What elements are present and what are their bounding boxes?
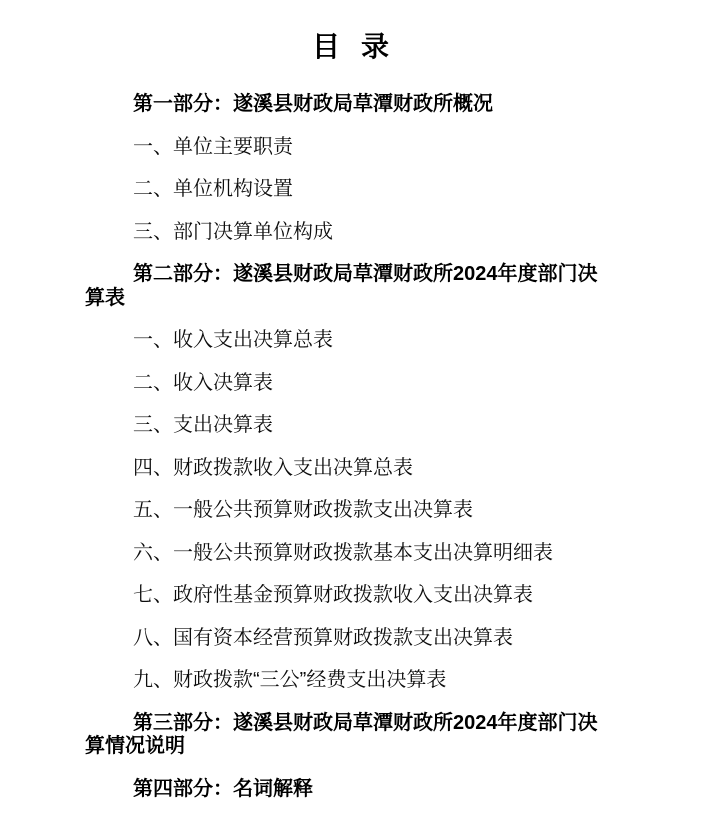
toc-content — [85, 93, 616, 801]
toc-item-part2-1: 一、收入支出决算总表 — [133, 329, 333, 351]
toc-item-part2-3: 三、支出决算表 — [133, 414, 273, 436]
part-3-heading: 第三部分：遂溪县财政局草潭财政所2024年度部门决算情况说明 — [85, 711, 598, 757]
part-2-heading: 第二部分：遂溪县财政局草潭财政所2024年度部门决算表 — [85, 263, 598, 309]
toc-item-part2-7: 七、政府性基金预算财政拨款收入支出决算表 — [133, 584, 533, 606]
toc-item-part1-3: 三、部门决算单位构成 — [133, 220, 333, 243]
part-4-heading: 第四部分：名词解释 — [133, 777, 313, 800]
toc-item-part1-1: 一、单位主要职责 — [133, 135, 293, 158]
toc-item-part2-8: 八、国有资本经营预算财政拨款支出决算表 — [133, 626, 513, 649]
toc-item-part2-4: 四、财政拨款收入支出决算总表 — [133, 456, 413, 479]
toc-item-part1-2: 二、单位机构设置 — [133, 178, 293, 200]
toc-item-part2-6: 六、一般公共预算财政拨款基本支出决算明细表 — [133, 541, 553, 564]
part-1-heading: 第一部分：遂溪县财政局草潭财政所概况 — [133, 93, 493, 115]
toc-item-part2-5: 五、一般公共预算财政拨款支出决算表 — [133, 499, 473, 521]
toc-item-part2-9: 九、财政拨款“三公”经费支出决算表 — [133, 669, 447, 691]
page-title: 目 录 — [311, 32, 389, 63]
toc-item-part2-2: 二、收入决算表 — [133, 371, 273, 394]
